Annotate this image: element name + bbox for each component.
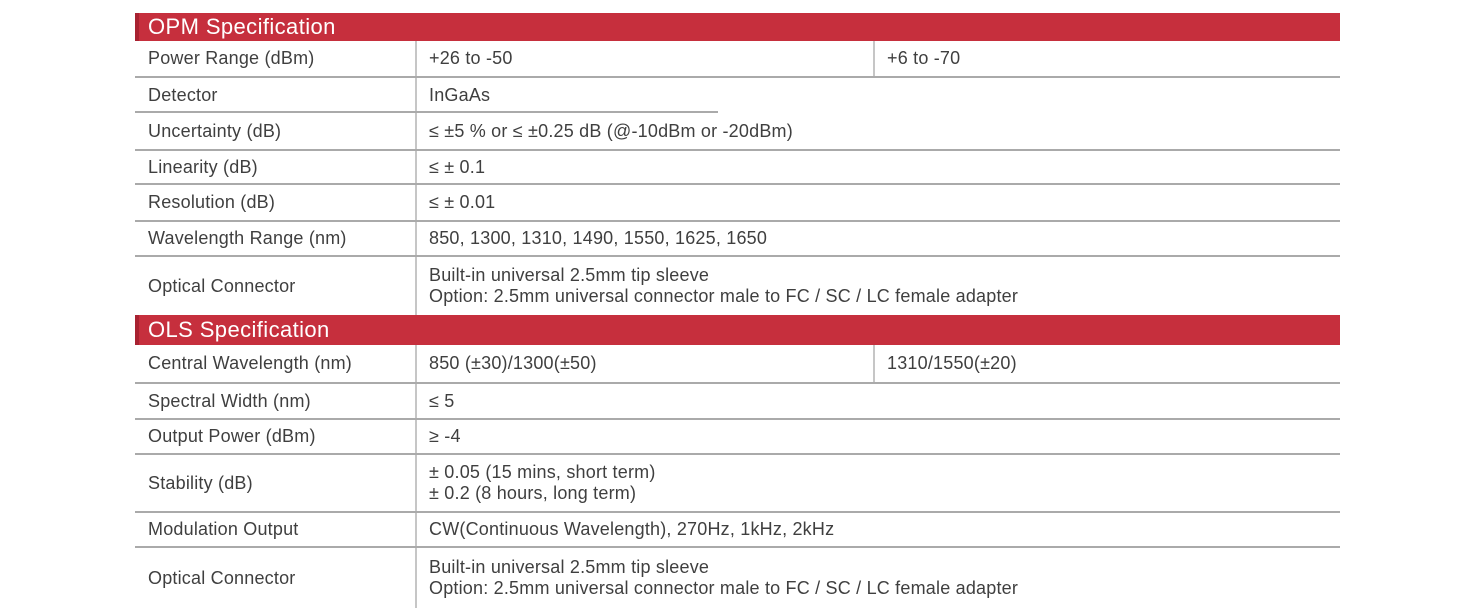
row-value xyxy=(417,548,1340,608)
table-row xyxy=(135,78,1340,113)
row-values xyxy=(415,455,1340,511)
row-values xyxy=(415,257,1340,315)
row-label: Modulation Output xyxy=(148,519,299,539)
section-rows xyxy=(135,41,1340,315)
row-value: 1310/1550(±20) xyxy=(887,353,1017,373)
row-label: Spectral Width (nm) xyxy=(148,390,311,411)
row-value: InGaAs xyxy=(429,85,491,105)
row-values xyxy=(415,113,1340,149)
table-row xyxy=(135,257,1340,315)
row-label: Uncertainty (dB) xyxy=(148,120,282,141)
table-row xyxy=(135,455,1340,513)
value-line: ± 0.2 (8 hours, long term) xyxy=(429,483,637,503)
table-row xyxy=(135,185,1340,222)
row-value: ≥ -4 xyxy=(429,426,461,446)
value-line: Option: 2.5mm universal connector male to FC / SC / LC female adapter xyxy=(429,286,1019,306)
row-values xyxy=(415,384,1340,418)
value-line: Built-in universal 2.5mm tip sleeve xyxy=(429,265,710,285)
table-row xyxy=(135,384,1340,420)
section-header xyxy=(135,315,1340,345)
row-value: 850, 1300, 1310, 1490, 1550, 1625, 1650 xyxy=(429,228,768,248)
row-value: ≤ 5 xyxy=(429,390,455,411)
section-rows xyxy=(135,345,1340,608)
row-value xyxy=(417,257,1340,315)
table-row xyxy=(135,222,1340,257)
row-label: Power Range (dBm) xyxy=(148,48,315,68)
row-values xyxy=(415,78,1340,113)
section-title: OPM Specification xyxy=(148,14,336,39)
value-line: Option: 2.5mm universal connector male to FC / SC / LC female adapter xyxy=(429,578,1019,598)
row-label: Resolution (dB) xyxy=(148,192,276,212)
value-line: ± 0.05 (15 mins, short term) xyxy=(429,462,656,482)
row-values xyxy=(415,420,1340,453)
row-values xyxy=(415,345,1340,382)
row-value: +26 to -50 xyxy=(417,41,875,76)
row-value: ≤ ± 0.1 xyxy=(429,156,486,177)
row-values xyxy=(415,185,1340,220)
table-row xyxy=(135,113,1340,151)
row-label: Wavelength Range (nm) xyxy=(148,228,347,248)
row-value: +6 to -70 xyxy=(887,48,961,68)
table-row xyxy=(135,548,1340,608)
table-row xyxy=(135,420,1340,455)
row-values xyxy=(415,151,1340,183)
table-row xyxy=(135,41,1340,78)
spec-section xyxy=(135,13,1340,315)
value-line: Built-in universal 2.5mm tip sleeve xyxy=(429,557,710,577)
row-label: Linearity (dB) xyxy=(148,156,258,177)
row-label: Optical Connector xyxy=(148,275,296,296)
row-value xyxy=(417,455,1340,511)
row-label: Detector xyxy=(148,85,218,105)
row-values xyxy=(415,222,1340,255)
section-header xyxy=(135,13,1340,41)
row-label: Output Power (dBm) xyxy=(148,426,316,446)
table-row xyxy=(135,151,1340,185)
row-values xyxy=(415,548,1340,608)
row-value: ≤ ±5 % or ≤ ±0.25 dB (@-10dBm or -20dBm) xyxy=(429,120,793,141)
row-values xyxy=(415,513,1340,546)
row-values xyxy=(415,41,1340,76)
row-label: Central Wavelength (nm) xyxy=(148,353,353,373)
spec-section xyxy=(135,315,1340,608)
table-row xyxy=(135,513,1340,548)
table-row xyxy=(135,345,1340,384)
row-value: ≤ ± 0.01 xyxy=(429,192,496,212)
row-label: Stability (dB) xyxy=(148,472,253,493)
row-value: CW(Continuous Wavelength), 270Hz, 1kHz, 2kHz xyxy=(429,519,835,539)
row-label: Optical Connector xyxy=(148,567,296,588)
row-value: 850 (±30)/1300(±50) xyxy=(417,345,875,382)
section-title: OLS Specification xyxy=(148,317,330,342)
spec-table xyxy=(135,13,1340,608)
